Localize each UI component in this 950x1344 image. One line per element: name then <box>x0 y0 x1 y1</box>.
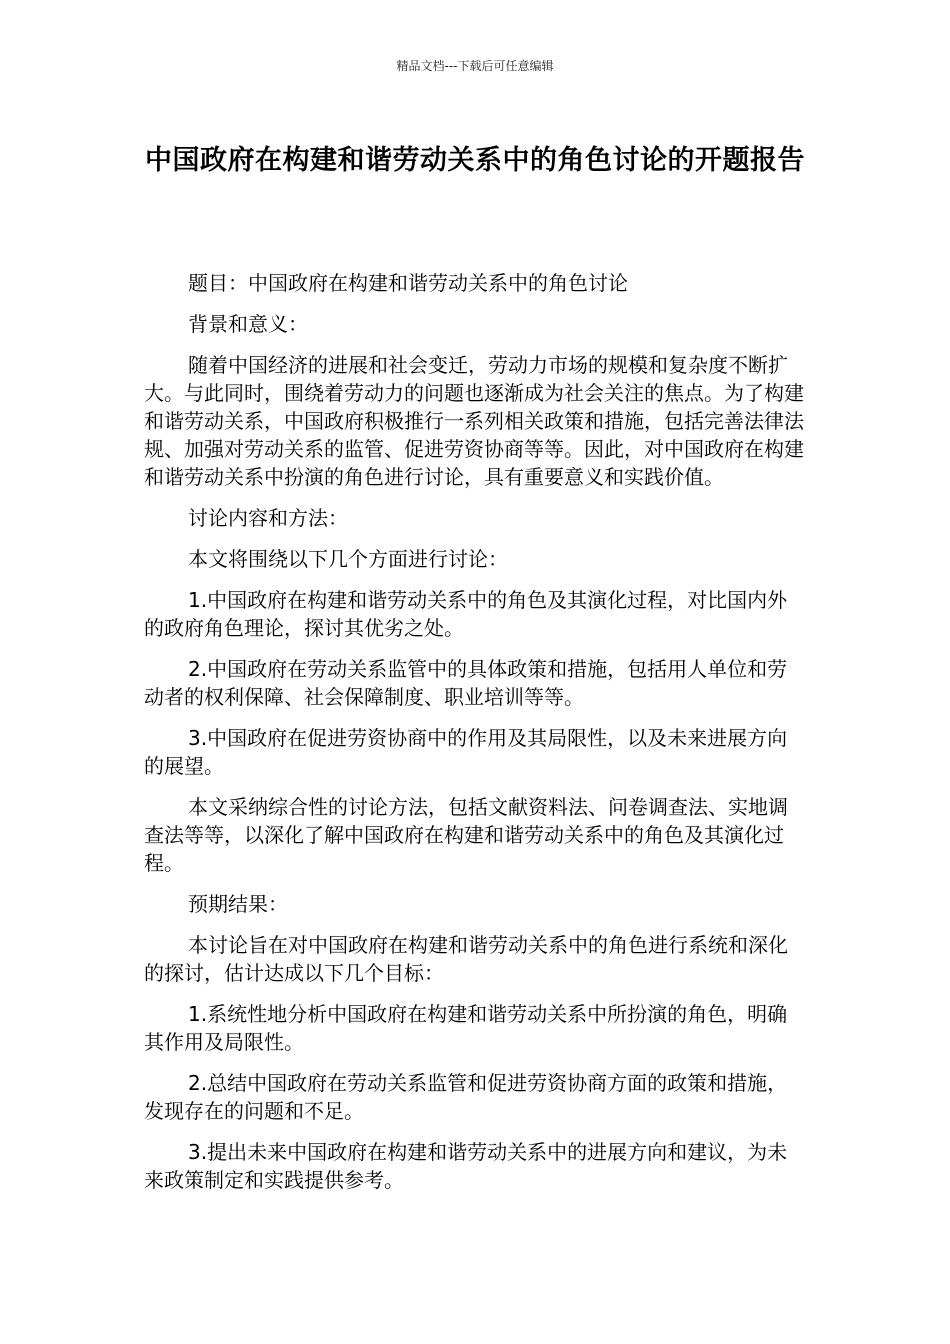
background-paragraph: 随着中国经济的进展和社会变迁，劳动力市场的规模和复杂度不断扩大。与此同时，围绕着劳动力的问题也逐渐成为社会关注的焦点。为了构建和谐劳动关系，中国政府积极推行一系列相关政策和措施，包括完善法律法规、加强对劳动关系的监管、促进劳资协商等等。因此，对中国政府在构建和谐劳动关系中扮演的角色进行讨论，具有重要意义和实践价值。 <box>144 353 804 489</box>
document-title: 中国政府在构建和谐劳动关系中的角色讨论的开题报告 <box>145 145 805 176</box>
header-note: 精品文档---下载后可任意编辑 <box>396 59 554 73</box>
results-heading: 预期结果： <box>188 892 288 916</box>
results-item-3: 3.提出未来中国政府在构建和谐劳动关系中的进展方向和建议，为未来政策制定和实践提供参考。 <box>144 1140 788 1192</box>
results-item-1: 1.系统性地分析中国政府在构建和谐劳动关系中所扮演的角色，明确其作用及局限性。 <box>144 1002 788 1054</box>
document-body <box>144 269 806 1207</box>
results-intro: 本讨论旨在对中国政府在构建和谐劳动关系中的角色进行系统和深化的探讨，估计达成以下几个目标： <box>144 933 788 985</box>
results-item-2: 2.总结中国政府在劳动关系监管和促进劳资协商方面的政策和措施，发现存在的问题和不足。 <box>144 1071 788 1123</box>
methods-intro: 本文将围绕以下几个方面进行讨论： <box>188 547 508 571</box>
methods-item-1: 1.中国政府在构建和谐劳动关系中的角色及其演化过程，对比国内外的政府角色理论，探讨其优劣之处。 <box>144 588 788 640</box>
methods-approach-paragraph: 本文采纳综合性的讨论方法，包括文献资料法、问卷调查法、实地调查法等等，以深化了解中国政府在构建和谐劳动关系中的角色及其演化过程。 <box>144 795 788 875</box>
methods-item-2: 2.中国政府在劳动关系监管中的具体政策和措施，包括用人单位和劳动者的权利保障、社会保障制度、职业培训等等。 <box>144 657 788 709</box>
methods-heading: 讨论内容和方法： <box>188 506 348 530</box>
methods-item-3: 3.中国政府在促进劳资协商中的作用及其局限性，以及未来进展方向的展望。 <box>144 726 788 778</box>
background-heading: 背景和意义： <box>188 312 308 336</box>
topic-paragraph: 题目：中国政府在构建和谐劳动关系中的角色讨论 <box>188 271 628 295</box>
